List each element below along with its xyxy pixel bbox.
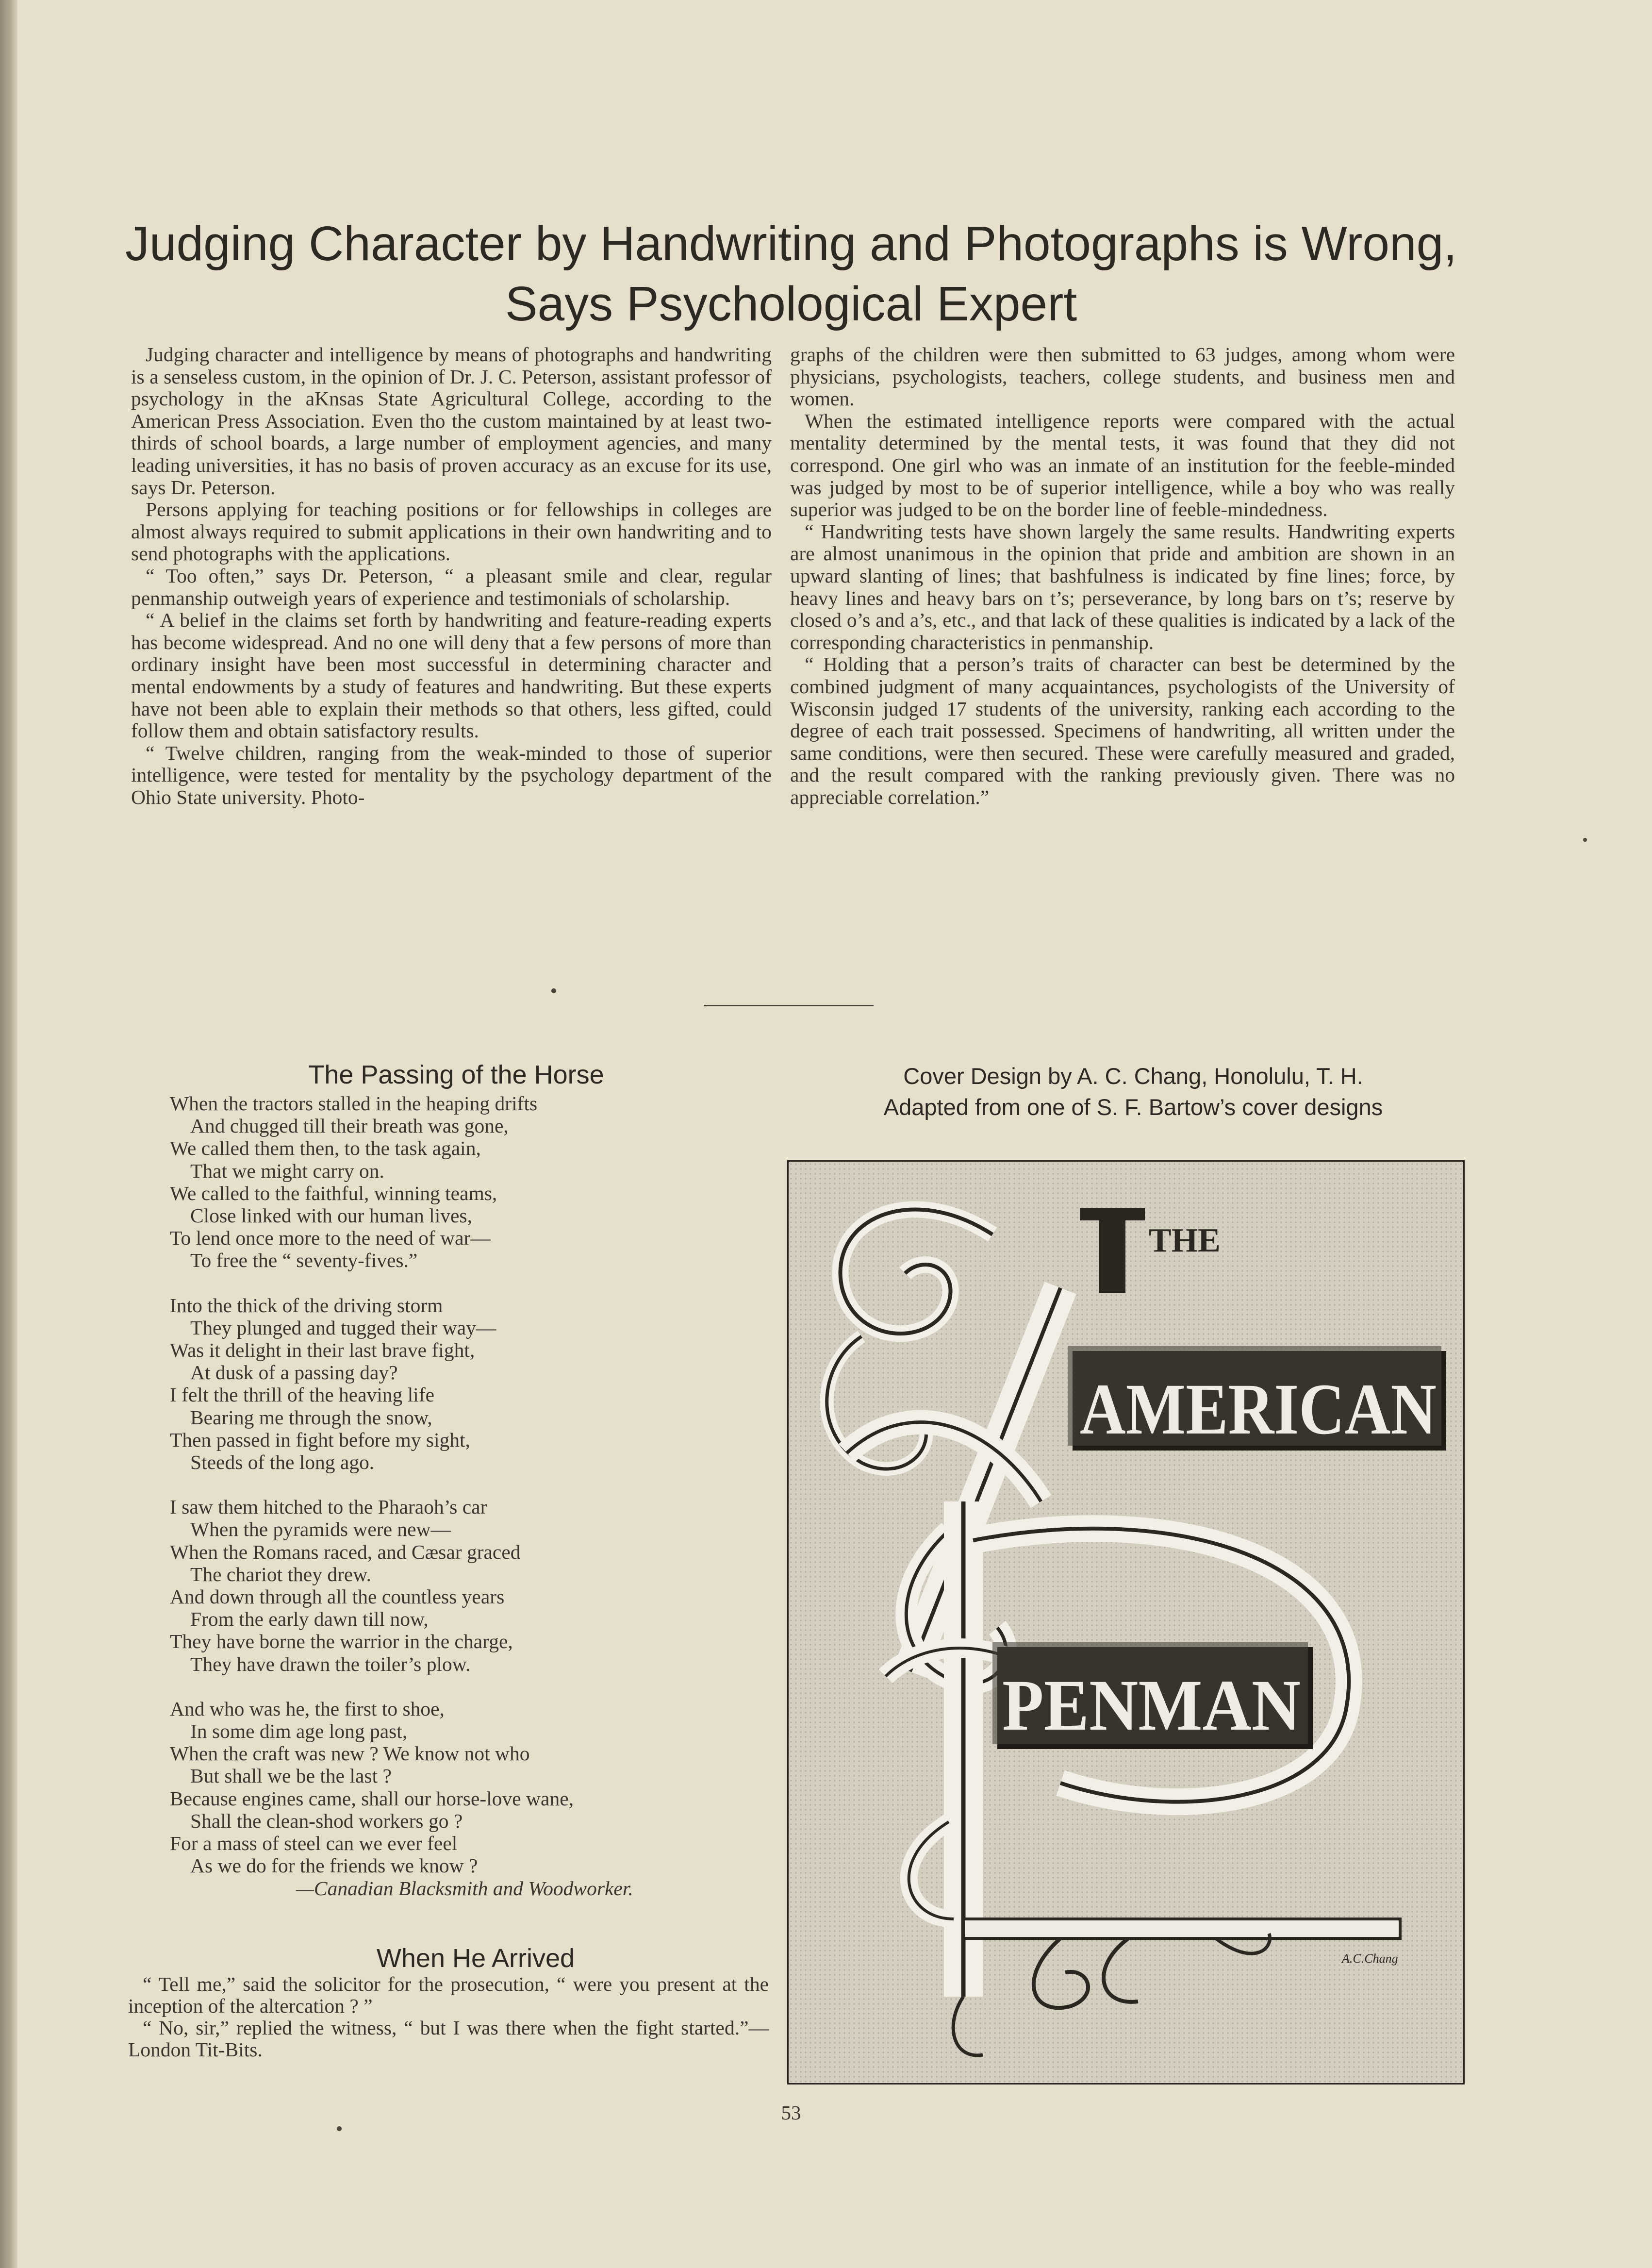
poem-line: I saw them hitched to the Pharaoh’s car bbox=[170, 1496, 487, 1518]
anecdote-paragraph: “ Tell me,” said the solicitor for the prosecution, “ were you present at the inception of the altercation ? ” bbox=[128, 1973, 769, 2017]
poem-title: The Passing of the Horse bbox=[308, 1060, 604, 1089]
poem-line: And chugged till their breath was gone, bbox=[190, 1115, 509, 1137]
article-paragraph: “ A belief in the claims set forth by handwriting and feature-reading experts has become widespread. And no one will deny that a few persons of more than ordinary insight have been most successful in determining character and mental endowments by a study of features and handwriting. But these experts have not been able to explain their methods so that others, less gifted, could follow them and obtain satisfactory results. bbox=[131, 609, 772, 742]
article-column-left bbox=[131, 344, 772, 808]
article-paragraph: “ Too often,” says Dr. Peterson, “ a pleasant smile and clear, regular penmanship outweigh years of experience and testimonials of scholarship. bbox=[131, 564, 772, 609]
poem-line: In some dim age long past, bbox=[190, 1720, 408, 1743]
page-number: 53 bbox=[781, 2101, 801, 2124]
artist-signature: A.C.Chang bbox=[1342, 1951, 1398, 1966]
poem-line: Close linked with our human lives, bbox=[190, 1204, 472, 1227]
poem-line: I felt the thrill of the heaving life bbox=[170, 1384, 435, 1406]
poem-body bbox=[170, 1092, 776, 1900]
article-paragraph: “ Handwriting tests have shown largely the same results. Handwriting experts are almost unanimous in the opinion that pride and ambition are shown in an upward slanting of lines; that bashfulness is indicated by fine lines; force, by heavy lines and heavy bars on t’s; perseverance, by long bars on t’s; reserve by closed o’s and a’s, etc., and that lack of these qualities is indicated by a lack of the corresponding characteristics in penmanship. bbox=[790, 520, 1455, 653]
cover-design-illustration bbox=[787, 1160, 1465, 2085]
poem-attribution: —Canadian Blacksmith and Woodworker. bbox=[296, 1877, 633, 1900]
poem-stanza bbox=[170, 1698, 776, 1877]
poem-line: Shall the clean-shod workers go ? bbox=[190, 1809, 463, 1832]
ink-speck bbox=[337, 2126, 342, 2131]
article-paragraph: graphs of the children were then submitted to 63 judges, among whom were physicians, psychologists, teachers, college students, and business men and women. bbox=[790, 343, 1455, 410]
poem-line: As we do for the friends we know ? bbox=[190, 1854, 478, 1877]
article-column-right bbox=[790, 344, 1455, 808]
poem-line: Because engines came, shall our horse-love wane, bbox=[170, 1787, 574, 1810]
ink-speck bbox=[1583, 838, 1587, 842]
ink-speck bbox=[551, 988, 556, 993]
poem-line: And who was he, the first to shoe, bbox=[170, 1697, 445, 1720]
poem-stanza bbox=[170, 1092, 776, 1272]
poem-stanza bbox=[170, 1294, 776, 1474]
poem-line: That we might carry on. bbox=[190, 1159, 384, 1182]
poem-line: They have drawn the toiler’s plow. bbox=[190, 1652, 471, 1675]
article-paragraph: When the estimated intelligence reports were compared with the actual mentality determined by the mental tests, it was found that they did not correspond. One girl who was an inmate of an institution for the feeble-minded was judged by most to be of superior intelligence, while a boy who was really superior was judged to be on the border line of feeble-mindedness. bbox=[790, 409, 1455, 521]
cover-caption bbox=[806, 1061, 1461, 1123]
poem-line: And down through all the countless years bbox=[170, 1585, 505, 1608]
poem-line: We called them then, to the task again, bbox=[170, 1137, 481, 1160]
logo-word-penman bbox=[992, 1642, 1313, 1749]
poem-line: But shall we be the last ? bbox=[190, 1765, 392, 1787]
poem-line: Into the thick of the driving storm bbox=[170, 1294, 443, 1317]
poem-line: The chariot they drew. bbox=[190, 1563, 371, 1585]
article-paragraph: “ Holding that a person’s traits of character can best be determined by the combined judgment of many acquaintances, psychologists of the University of Wisconsin judged 17 students of the university, ranking each according to the degree of each trait possessed. Specimens of handwriting, all written under the same conditions, were then secured. These were carefully measured and graded, and the result compared with the ranking previously given. There was no appreciable correlation.” bbox=[790, 653, 1455, 808]
article-title bbox=[112, 214, 1470, 334]
cover-caption-line1: Cover Design by A. C. Chang, Honolulu, T. H. bbox=[903, 1063, 1363, 1089]
poem-line: When the Romans raced, and Cæsar graced bbox=[170, 1540, 521, 1563]
cover-artwork bbox=[789, 1162, 1463, 2083]
anecdote-body bbox=[128, 1973, 769, 2061]
logo-word-penman-text: PENMAN bbox=[1002, 1665, 1301, 1746]
logo-word-american bbox=[1068, 1346, 1446, 1451]
section-divider bbox=[704, 1005, 874, 1006]
poem-line: Steeds of the long ago. bbox=[190, 1451, 375, 1474]
poem-line: To free the “ seventy-fives.” bbox=[190, 1249, 418, 1272]
poem-line: Then passed in fight before my sight, bbox=[170, 1428, 470, 1451]
poem-line: They have borne the warrior in the charge, bbox=[170, 1630, 513, 1653]
binding-gutter bbox=[0, 0, 17, 2268]
poem-line: Was it delight in their last brave fight, bbox=[170, 1339, 475, 1362]
poem-line: From the early dawn till now, bbox=[190, 1608, 429, 1631]
article-title-line2: Says Psychological Expert bbox=[505, 277, 1077, 331]
poem-line: Bearing me through the snow, bbox=[190, 1406, 432, 1429]
anecdote-paragraph: “ No, sir,” replied the witness, “ but I was there when the fight started.”—London Tit-Bits. bbox=[128, 2017, 769, 2061]
poem-line: They plunged and tugged their way— bbox=[190, 1316, 496, 1339]
poem-line: To lend once more to the need of war— bbox=[170, 1227, 491, 1250]
poem-line: When the tractors stalled in the heaping drifts bbox=[170, 1092, 538, 1115]
logo-word-the-text: THE bbox=[1149, 1222, 1221, 1259]
poem-line: When the pyramids were new— bbox=[190, 1518, 451, 1541]
poem-line: For a mass of steel can we ever feel bbox=[170, 1832, 458, 1855]
article-paragraph: “ Twelve children, ranging from the weak-minded to those of superior intelligence, were tested for mentality by the psychology department of the Ohio State university. Photo- bbox=[131, 741, 772, 808]
logo-word-american-text: AMERICAN bbox=[1080, 1369, 1437, 1450]
article-paragraph: Judging character and intelligence by means of photographs and handwriting is a senseless custom, in the opinion of Dr. J. C. Peterson, assistant professor of psychology in the aKnsas State Agricultural College, according to the American Press Association. Even tho the custom maintained by at least two-thirds of school boards, a large number of employment agencies, and many leading universities, it has no basis of proven accuracy as an excuse for its use, says Dr. Peterson. bbox=[131, 343, 772, 499]
poem-line: When the craft was new ? We know not who bbox=[170, 1742, 530, 1765]
article-title-line1: Judging Character by Handwriting and Photographs is Wrong, bbox=[125, 217, 1457, 271]
cover-caption-line2: Adapted from one of S. F. Bartow’s cover designs bbox=[883, 1094, 1383, 1120]
anecdote-title: When He Arrived bbox=[376, 1944, 575, 1973]
article-paragraph: Persons applying for teaching positions or for fellowships in colleges are almost always required to submit applications in their own handwriting and to send photographs with the applications. bbox=[131, 498, 772, 565]
poem-line: At dusk of a passing day? bbox=[190, 1361, 398, 1384]
poem-line: We called to the faithful, winning teams, bbox=[170, 1182, 497, 1204]
poem-stanza bbox=[170, 1496, 776, 1675]
